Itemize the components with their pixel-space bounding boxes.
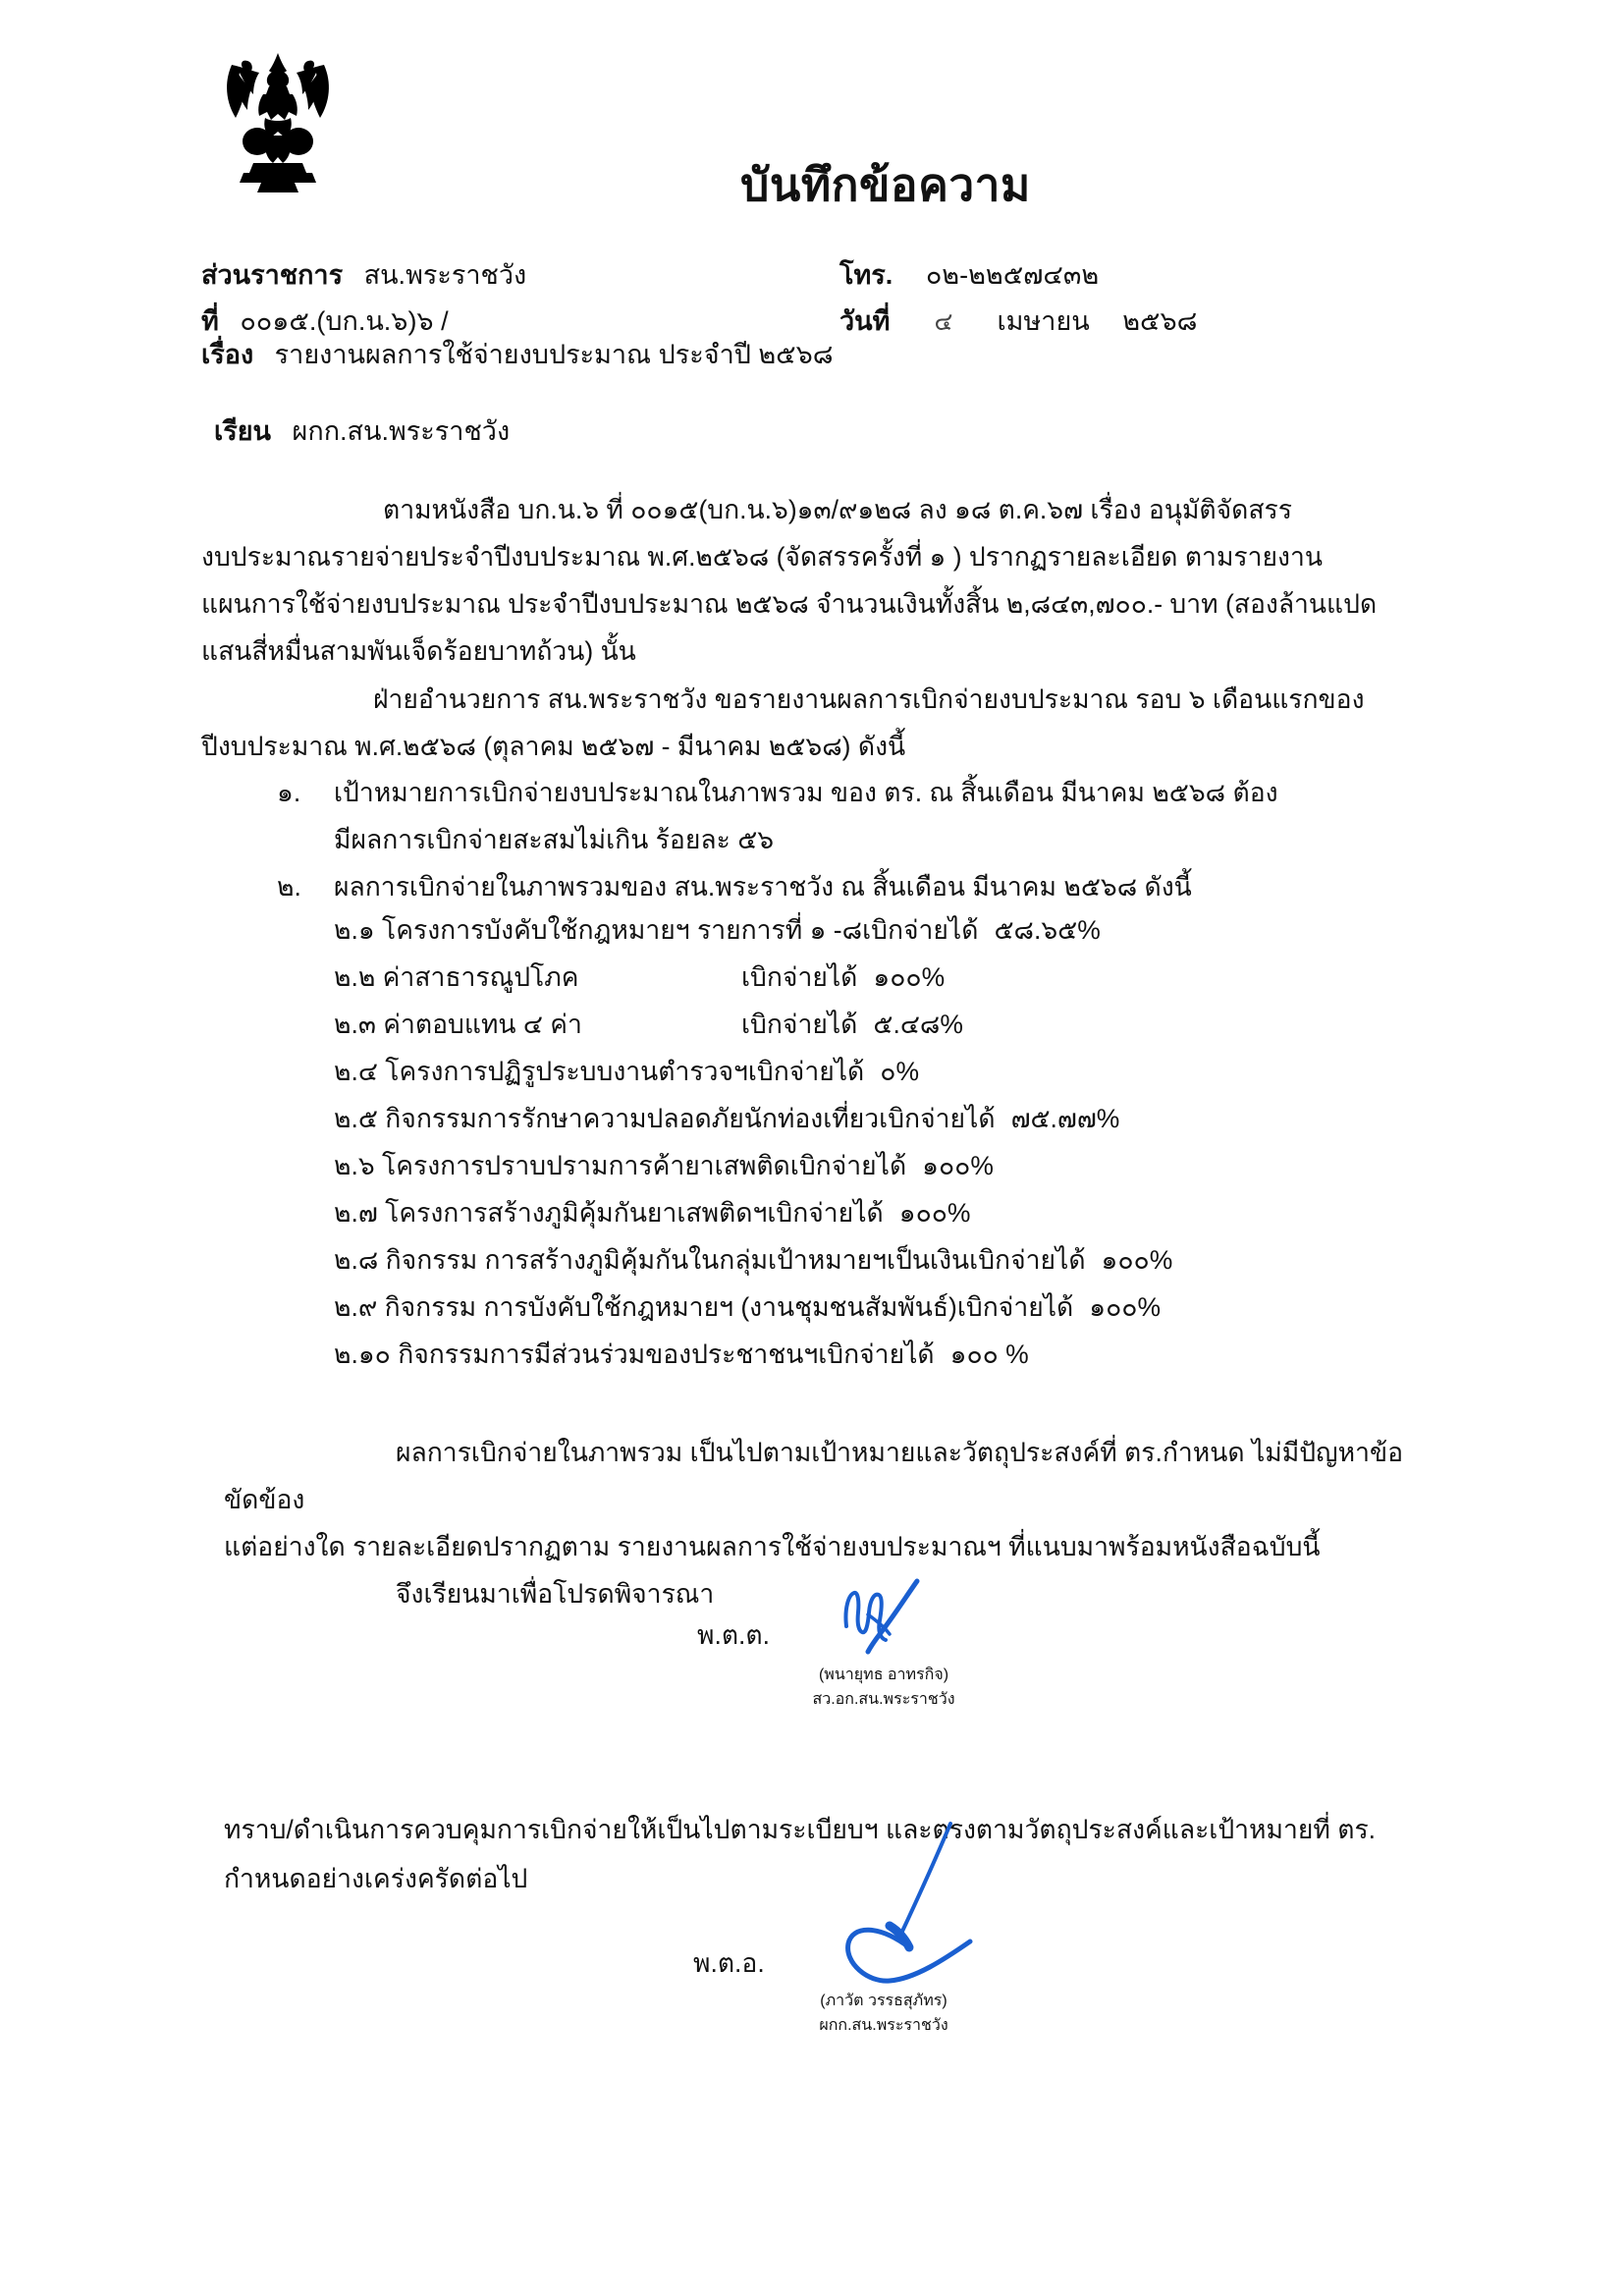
budget-result-status [818,1334,1029,1375]
paragraph-line: ฝ่ายอำนวยการ สน.พระราชวัง ขอรายงานผลการเบิกจ่ายงบประมาณ รอบ ๖ เดือนแรกของ [373,684,1365,714]
budget-result-percent: ๑๐๐% [1101,1245,1173,1275]
date-month-value: เมษายน [997,306,1090,336]
budget-result-status [879,1098,1119,1139]
list-item-1-text: เป้าหมายการเบิกจ่ายงบประมาณในภาพรวม ของ ตร. ณ สิ้นเดือน มีนาคม ๒๕๖๘ ต้อง [334,778,1278,807]
budget-result-row [334,1051,1434,1098]
budget-result-percent: ๑๐๐% [873,962,946,992]
budget-result-label: ๒.๘ กิจกรรม การสร้างภูมิคุ้มกันในกลุ่มเป้าหมายฯเป็นเงิน [334,1245,970,1275]
budget-result-row [334,1192,1434,1239]
phone-value: ๐๒-๒๒๕๗๔๓๒ [925,260,1100,290]
budget-result-label: ๒.๖ โครงการปราบปรามการค้ายาเสพติด [334,1151,790,1180]
signature-1-rank: พ.ต.ต. [697,1620,770,1650]
list-item-2-number: ๒. [277,872,301,902]
budget-result-status [767,1192,970,1233]
list-item-2-text: ผลการเบิกจ่ายในภาพรวมของ สน.พระราชวัง ณ สิ้นเดือน มีนาคม ๒๕๖๘ ดังนี้ [334,872,1192,902]
budget-result-status-text: เบิกจ่ายได้ [956,1292,1074,1322]
budget-result-row [334,1004,1434,1051]
reference-value: ๐๐๑๕.(บก.น.๖)๖ / [240,306,449,336]
budget-result-label: ๒.๗ โครงการสร้างภูมิคุ้มกันยาเสพติดฯ [334,1198,768,1228]
list-item-2-first-line [277,863,1465,910]
agency-value: สน.พระราชวัง [363,260,527,290]
budget-result-percent: ๐% [880,1057,920,1086]
budget-result-row [334,1239,1434,1286]
paragraph-line: จึงเรียนมาเพื่อโปรดพิจารณา [396,1579,715,1609]
budget-result-row [334,1286,1434,1334]
paragraph-closing [224,1429,1471,1617]
paragraph-line: แสนสี่หมื่นสามพันเจ็ดร้อยบาทถ้วน) นั้น [201,636,636,666]
budget-result-status [741,957,945,998]
budget-result-status-text: เบิกจ่ายได้ [747,1057,865,1086]
paragraph-line: แต่อย่างใด รายละเอียดปรากฏตาม รายงานผลการใช้จ่ายงบประมาณฯ ที่แนบมาพร้อมหนังสือฉบับนี้ [224,1532,1321,1561]
budget-result-status-text: เบิกจ่ายได้ [879,1104,996,1133]
budget-result-percent: ๑๐๐% [1089,1292,1162,1322]
endorsement-line: ทราบ/ดำเนินการควบคุมการเบิกจ่ายให้เป็นไปตามระเบียบฯ และตรงตามวัตถุประสงค์และเป้าหมายที่ ตร. [224,1815,1377,1844]
agency-row [201,253,1478,300]
budget-result-label: ๒.๙ กิจกรรม การบังคับใช้กฎหมายฯ (งานชุมชนสัมพันธ์) [334,1292,957,1322]
budget-result-status-text: เบิกจ่ายได้ [969,1245,1086,1275]
budget-result-row [334,1098,1434,1145]
budget-results-list [334,909,1434,1381]
document-title: บันทึกข้อความ [740,159,1031,210]
date-label: วันที่ [839,306,891,336]
budget-result-row [334,1145,1434,1192]
endorsement-line: กำหนดอย่างเคร่งครัดต่อไป [224,1864,528,1893]
budget-result-label: ๒.๒ ค่าสาธารณูปโภค [334,962,579,992]
salutation-row [214,410,510,452]
budget-result-status [862,909,1101,951]
list-item-1-number: ๑. [277,778,301,807]
budget-result-status-text: เบิกจ่ายได้ [741,962,858,992]
budget-result-percent: ๑๐๐% [922,1151,994,1180]
budget-result-percent: ๕๘.๖๕% [994,915,1101,945]
header-fields [201,253,1478,346]
list-item-2 [277,863,1465,910]
salutation-value: ผกก.สน.พระราชวัง [292,416,511,446]
budget-result-status-text: เบิกจ่ายได้ [862,915,979,945]
budget-result-status [957,1286,1161,1328]
budget-result-percent: ๑๐๐ % [949,1339,1029,1369]
date-row [839,300,1197,342]
paragraph-line: งบประมาณรายจ่ายประจำปีงบประมาณ พ.ศ.๒๕๖๘ (จัดสรรครั้งที่ ๑ ) ปรากฏรายละเอียด ตามรายงาน [201,542,1323,572]
reference-label: ที่ [201,306,219,336]
subject-row [201,333,834,375]
budget-result-percent: ๗๕.๗๗% [1010,1104,1120,1133]
budget-result-percent: ๕.๔๘% [873,1010,963,1039]
signature-2-position: ผกก.สน.พระราชวัง [819,2017,948,2034]
budget-result-row [334,957,1434,1004]
budget-result-percent: ๑๐๐% [898,1198,971,1228]
signature-1-name: (พนายุทธ อาทรกิจ) [818,1667,949,1683]
phone-label: โทร. [839,260,893,290]
phone-row [839,253,1099,296]
budget-result-row [334,1334,1434,1381]
paragraph-line: ปีงบประมาณ พ.ศ.๒๕๖๘ (ตุลาคม ๒๕๖๗ - มีนาคม ๒๕๖๘) ดังนี้ [201,732,906,761]
signature-1-block [677,1663,1090,1712]
date-day-value: ๔ [934,307,953,336]
endorsement-note [224,1805,1451,1903]
subject-value: รายงานผลการใช้จ่ายงบประมาณ ประจำปี ๒๕๖๘ [274,340,834,369]
date-year-value: ๒๕๖๘ [1122,306,1198,336]
budget-result-row [334,909,1434,957]
list-item-1 [277,769,1465,863]
budget-result-label: ๒.๑๐ กิจกรรมการมีส่วนร่วมของประชาชนฯ [334,1339,819,1369]
agency-label: ส่วนราชการ [201,260,344,290]
budget-result-status-text: เบิกจ่ายได้ [741,1010,858,1039]
budget-result-label: ๒.๕ กิจกรรมการรักษาความปลอดภัยนักท่องเที่ยว [334,1104,880,1133]
paragraph-line: ตามหนังสือ บก.น.๖ ที่ ๐๐๑๕(บก.น.๖)๑๓/๙๑๒๘ ลง ๑๘ ต.ค.๖๗ เรื่อง อนุมัติจัดสรร [383,495,1292,524]
list-item-1-second-line: มีผลการเบิกจ่ายสะสมไม่เกิน ร้อยละ ๕๖ [334,825,775,854]
budget-result-label: ๒.๓ ค่าตอบแทน ๔ ค่า [334,1010,582,1039]
subject-label: เรื่อง [201,340,254,369]
budget-result-status [748,1051,919,1092]
paragraph-line: แผนการใช้จ่ายงบประมาณ ประจำปีงบประมาณ ๒๕๖๘ จำนวนเงินทั้งสิ้น ๒,๘๔๓,๗๐๐.- บาท (สองล้านแปด [201,589,1378,619]
paragraph-report-intro [201,676,1448,770]
budget-result-status [790,1145,994,1186]
budget-result-label: ๒.๑ โครงการบังคับใช้กฎหมายฯ รายการที่ ๑ -๘ [334,915,863,945]
signature-2-name: (ภาวัต วรรธสุภัทร) [820,1993,947,2009]
budget-result-status-text: เบิกจ่ายได้ [789,1151,907,1180]
budget-result-status [969,1239,1172,1281]
salutation-label: เรียน [214,416,272,446]
signature-1-position: สว.อก.สน.พระราชวัง [812,1691,955,1708]
budget-result-label: ๒.๔ โครงการปฏิรูประบบงานตำรวจฯ [334,1057,748,1086]
budget-result-status [741,1004,963,1045]
list-item-1-first-line [277,769,1465,816]
budget-result-status-text: เบิกจ่ายได้ [818,1339,935,1369]
budget-result-status-text: เบิกจ่ายได้ [767,1198,884,1228]
paragraph-reference [201,486,1448,675]
signature-2-rank: พ.ต.อ. [693,1948,765,1978]
signature-2-block [677,1989,1090,2038]
paragraph-line: ผลการเบิกจ่ายในภาพรวม เป็นไปตามเป้าหมายและวัตถุประสงค์ที่ ตร.กำหนด ไม่มีปัญหาข้อขัดข้อง [224,1438,1403,1514]
